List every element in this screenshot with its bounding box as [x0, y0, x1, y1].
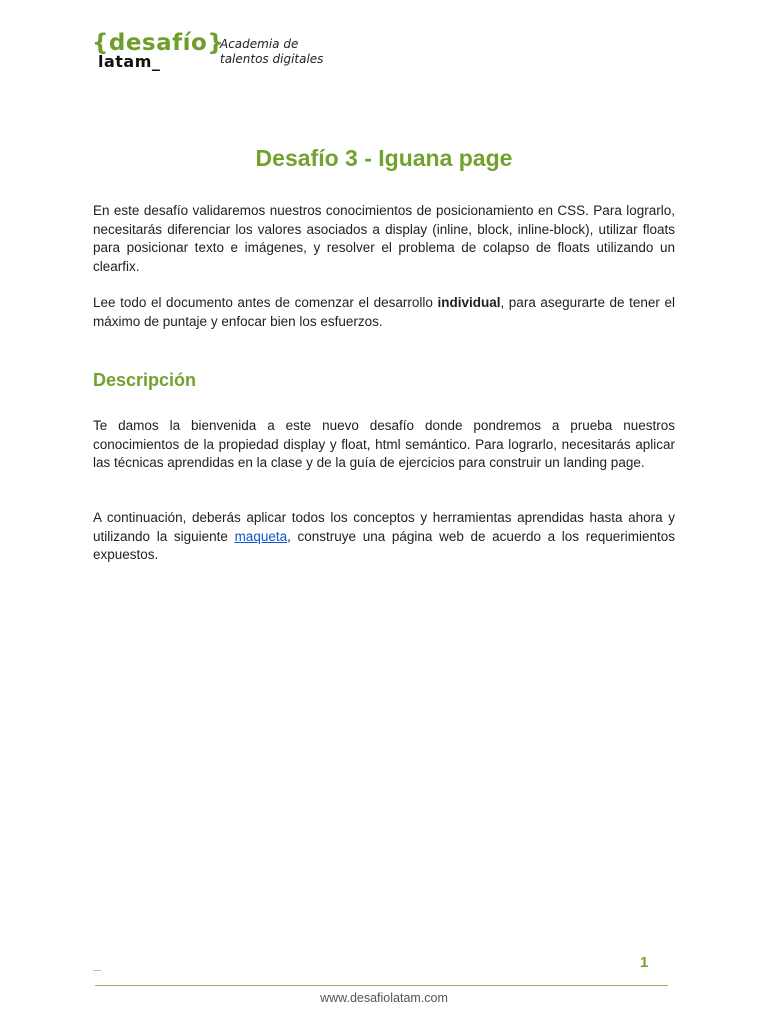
maqueta-link[interactable]: maqueta — [234, 528, 288, 544]
intro-paragraph-1: En este desafío validaremos nuestros conocimientos de posicionamiento en CSS. Para lograrlo, necesitarás diferenciar los valores asociados a display (inline, block, inline-block), utilizar floats para posicionar texto e imágenes, y resolver el problema de colapso de floats utilizando un clearfix. — [93, 203, 675, 274]
intro-p2-bold: individual — [437, 295, 501, 310]
logo-sub-text: latam_ — [98, 52, 161, 71]
footer-dash: _ — [93, 956, 101, 972]
logo-tagline-line1: Academia de — [220, 37, 299, 51]
footer-divider — [95, 985, 668, 986]
description-p2-text-end: , construye una página web de acuerdo a los requerimientos expuestos. — [93, 528, 675, 562]
intro-p2-text-start: Lee todo el documento antes de comenzar el desarrollo — [93, 295, 438, 310]
intro-paragraph-2 — [93, 294, 675, 331]
description-p2-text-start: A continuación, deberás aplicar todos los conceptos y herramientas aprendidas hasta ahora y utilizando la siguiente — [93, 510, 675, 544]
document-title: Desafío 3 - Iguana page — [255, 145, 513, 171]
intro-p2-text-end: , para asegurarte de tener el máximo de puntaje y enfocar bien los esfuerzos. — [93, 295, 675, 329]
brand-logo — [92, 30, 332, 74]
description-paragraph-1: Te damos la bienvenida a este nuevo desafío donde pondremos a prueba nuestros conocimientos de la propiedad display y float, html semántico. Para lograrlo, necesitarás aplicar las técnicas aprendidas en la clase y de la guía de ejercicios para construir un landing page. — [93, 418, 675, 470]
logo-brand-text: {desafío} — [92, 30, 225, 56]
description-paragraph-2 — [93, 509, 675, 565]
page-number: 1 — [640, 954, 649, 971]
logo-tagline-line2: talentos digitales — [220, 52, 324, 66]
footer-url: www.desafiolatam.com — [320, 991, 448, 1005]
section-heading-description: Descripción — [93, 370, 197, 390]
logo-tagline — [220, 37, 323, 67]
